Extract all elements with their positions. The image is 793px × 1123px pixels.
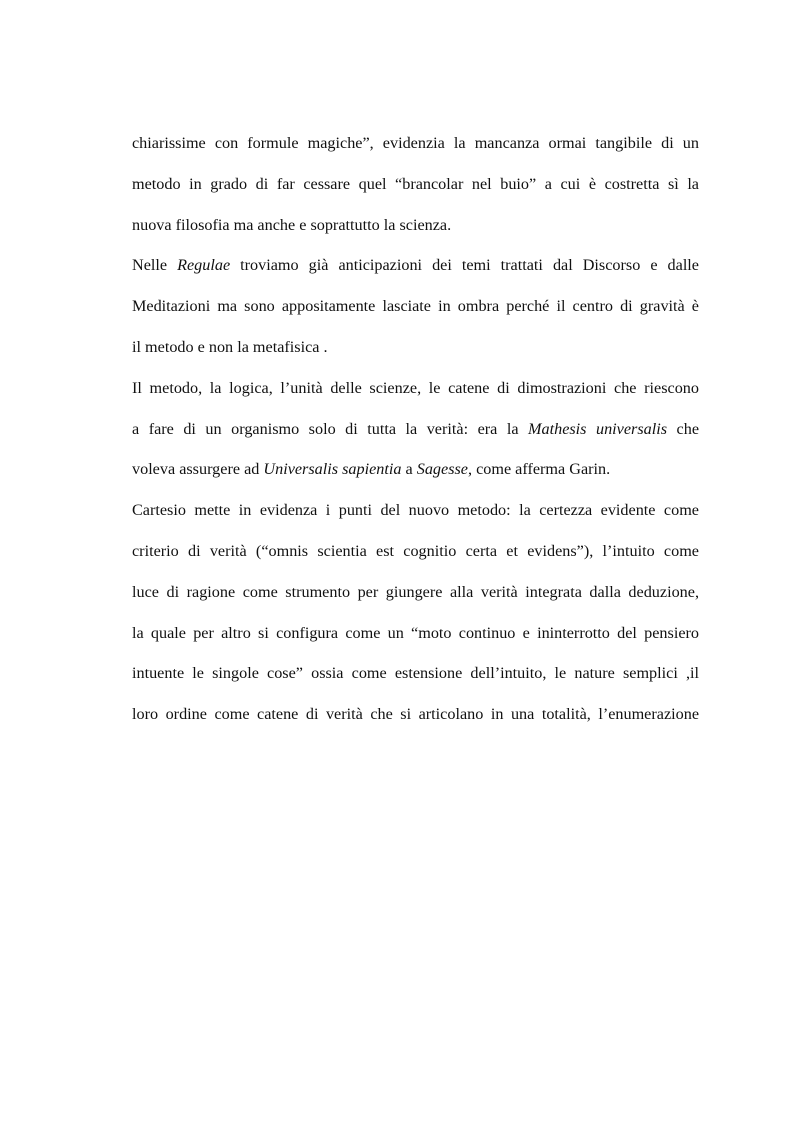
text-segment: a fare di un organismo solo di tutta la verità: era la bbox=[132, 419, 529, 438]
text-line bbox=[132, 496, 699, 537]
text-segment: nuova filosofia ma anche e soprattutto la scienza. bbox=[132, 215, 452, 234]
text-line bbox=[132, 251, 699, 292]
text-segment: intuente le singole cose” ossia come estensione dell’intuito, le nature semplici ,il bbox=[132, 664, 699, 683]
text-segment: che bbox=[667, 419, 699, 438]
italic-term: Mathesis universalis bbox=[528, 419, 668, 438]
italic-term: Regulae bbox=[177, 256, 231, 275]
italic-term: Sagesse bbox=[416, 460, 468, 479]
text-line bbox=[132, 333, 699, 374]
text-line bbox=[132, 170, 699, 211]
text-segment: la quale per altro si configura come un “moto continuo e ininterrotto del pensiero bbox=[132, 623, 699, 642]
text-line bbox=[132, 211, 699, 252]
text-line bbox=[132, 455, 699, 496]
text-line bbox=[132, 129, 699, 170]
text-segment: Il metodo, la logica, l’unità delle scienze, le catene di dimostrazioni che riescono bbox=[132, 378, 699, 397]
text-segment: a bbox=[401, 460, 417, 479]
text-segment: Meditazioni ma sono appositamente lasciate in ombra perché il centro di gravità è bbox=[132, 297, 699, 316]
text-line bbox=[132, 415, 699, 456]
text-segment: chiarissime con formule magiche”, evidenzia la mancanza ormai tangibile di un bbox=[132, 134, 699, 152]
text-segment: il metodo e non la metafisica . bbox=[132, 337, 328, 356]
text-segment: voleva assurgere ad bbox=[132, 460, 264, 479]
text-line bbox=[132, 659, 699, 700]
text-segment: troviamo già anticipazioni dei temi trattati dal Discorso e dalle bbox=[230, 256, 699, 275]
text-segment: metodo in grado di far cessare quel “brancolar nel buio” a cui è costretta sì la bbox=[132, 174, 699, 193]
text-line bbox=[132, 537, 699, 578]
text-line bbox=[132, 578, 699, 619]
italic-term: Universalis sapientia bbox=[263, 460, 402, 479]
text-segment: loro ordine come catene di verità che si articolano in una totalità, l’enumerazione bbox=[132, 705, 699, 724]
text-segment: , come afferma Garin. bbox=[467, 460, 611, 479]
text-line bbox=[132, 619, 699, 660]
text-segment: luce di ragione come strumento per giungere alla verità integrata dalla deduzione, bbox=[132, 582, 699, 601]
text-segment: Cartesio mette in evidenza i punti del nuovo metodo: la certezza evidente come bbox=[132, 501, 699, 520]
text-line bbox=[132, 700, 699, 741]
text-segment: Nelle bbox=[132, 256, 178, 275]
text-line bbox=[132, 292, 699, 333]
text-line bbox=[132, 374, 699, 415]
text-segment: criterio di verità (“omnis scientia est cognitio certa et evidens”), l’intuito come bbox=[132, 541, 699, 560]
body-text bbox=[132, 129, 699, 741]
